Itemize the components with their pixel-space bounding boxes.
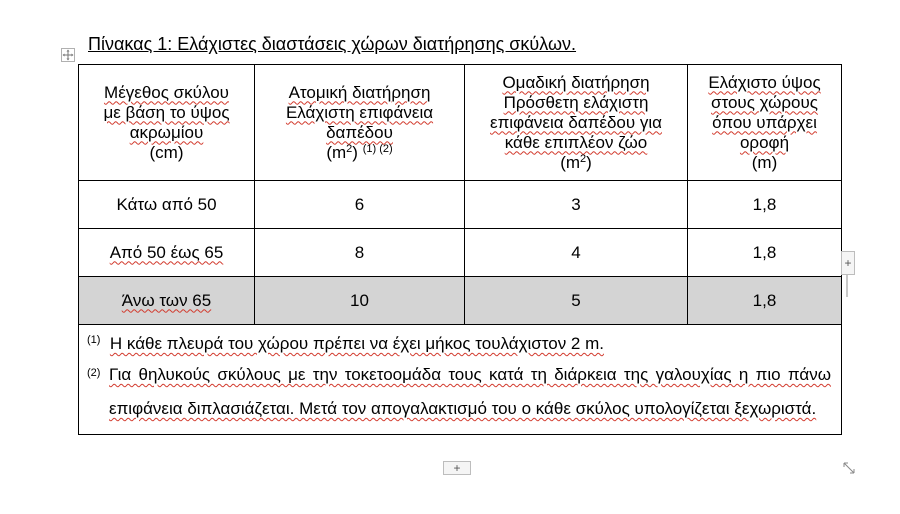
header-size-line3: ακρωμίου bbox=[129, 122, 204, 142]
notes-cell[interactable] bbox=[79, 325, 842, 435]
footnote-2-text: Για θηλυκούς σκύλους με την τοκετοομάδα τους κατά τη διάρκεια της γαλουχίας η πιο πάνω επιφάνεια διπλασιάζεται. Μετά τον απογαλακτισμό του ο κάθε σκύλος υπολογίζεται ξεχωριστά. bbox=[109, 365, 831, 418]
footnote-refs: (1) (2) bbox=[362, 142, 393, 155]
header-height-line5: (m) bbox=[751, 152, 778, 172]
header-height-line1: Ελάχιστο ύψος bbox=[708, 72, 821, 92]
header-cell-height[interactable] bbox=[688, 65, 842, 181]
header-group-line4: κάθε επιπλέον ζώο bbox=[504, 132, 648, 152]
cell-height[interactable]: 1,8 bbox=[688, 181, 842, 229]
footnote-1 bbox=[87, 333, 831, 355]
cell-size-text: Άνω των 65 bbox=[121, 290, 212, 310]
header-group-line2: Πρόσθετη ελάχιστη bbox=[503, 92, 649, 112]
resize-icon bbox=[842, 461, 856, 475]
table-row bbox=[79, 229, 842, 277]
footnote-2-marker: (2) bbox=[87, 367, 101, 379]
add-column-button[interactable]: + bbox=[841, 251, 855, 275]
footnote-1-text: Η κάθε πλευρά του χώρου πρέπει να έχει μήκος τουλάχιστον 2 m. bbox=[109, 334, 604, 353]
footnote-1-marker: (1) bbox=[87, 334, 101, 346]
header-individual-line1: Ατομική διατήρηση bbox=[288, 82, 431, 102]
cell-group[interactable]: 4 bbox=[465, 229, 688, 277]
cell-size[interactable] bbox=[79, 277, 255, 325]
cell-size[interactable]: Κάτω από 50 bbox=[79, 181, 255, 229]
cell-size[interactable] bbox=[79, 229, 255, 277]
footnote-2 bbox=[87, 365, 831, 426]
cell-group[interactable]: 5 bbox=[465, 277, 688, 325]
cell-size-text: Από 50 έως 65 bbox=[109, 242, 224, 262]
cell-group[interactable]: 3 bbox=[465, 181, 688, 229]
header-size-line2: με βάση το ύψος bbox=[103, 102, 230, 122]
header-row bbox=[79, 65, 842, 181]
table-caption: Πίνακας 1: Ελάχιστες διαστάσεις χώρων διατήρησης σκύλων. bbox=[88, 34, 577, 54]
header-size-line4: (cm) bbox=[149, 142, 184, 162]
cell-height[interactable]: 1,8 bbox=[688, 229, 842, 277]
header-individual-line2: Ελάχιστη επιφάνεια bbox=[285, 102, 434, 122]
table-row bbox=[79, 181, 842, 229]
dog-space-table bbox=[78, 64, 842, 435]
notes-row bbox=[79, 325, 842, 435]
cell-individual[interactable]: 6 bbox=[255, 181, 465, 229]
header-size-line1: Μέγεθος σκύλου bbox=[104, 82, 229, 102]
header-group-line5: $(m^2)$ bbox=[560, 152, 592, 172]
cell-height[interactable]: 1,8 bbox=[688, 277, 842, 325]
header-cell-size[interactable] bbox=[79, 65, 255, 181]
table-move-handle[interactable] bbox=[61, 48, 75, 62]
add-row-button[interactable]: + bbox=[443, 461, 471, 475]
table-resize-handle[interactable] bbox=[842, 461, 856, 475]
table-row-selected bbox=[79, 277, 842, 325]
header-cell-individual[interactable] bbox=[255, 65, 465, 181]
move-icon bbox=[62, 49, 74, 61]
cell-individual[interactable]: 8 bbox=[255, 229, 465, 277]
header-individual-line4: $(m^2)$ $^{(1) (2)}$ bbox=[326, 142, 393, 162]
cell-individual[interactable]: 10 bbox=[255, 277, 465, 325]
header-height-line4: οροφή bbox=[739, 132, 790, 152]
header-individual-line3: δαπέδου bbox=[326, 122, 393, 142]
column-insert-guide bbox=[846, 275, 848, 297]
header-height-line2: στους χώρους bbox=[711, 92, 818, 112]
header-cell-group[interactable] bbox=[465, 65, 688, 181]
header-height-line3: όπου υπάρχει bbox=[712, 112, 817, 132]
header-group-line1: Ομαδική διατήρηση bbox=[502, 72, 650, 92]
header-group-line3: επιφάνεια δαπέδου για bbox=[490, 112, 662, 132]
